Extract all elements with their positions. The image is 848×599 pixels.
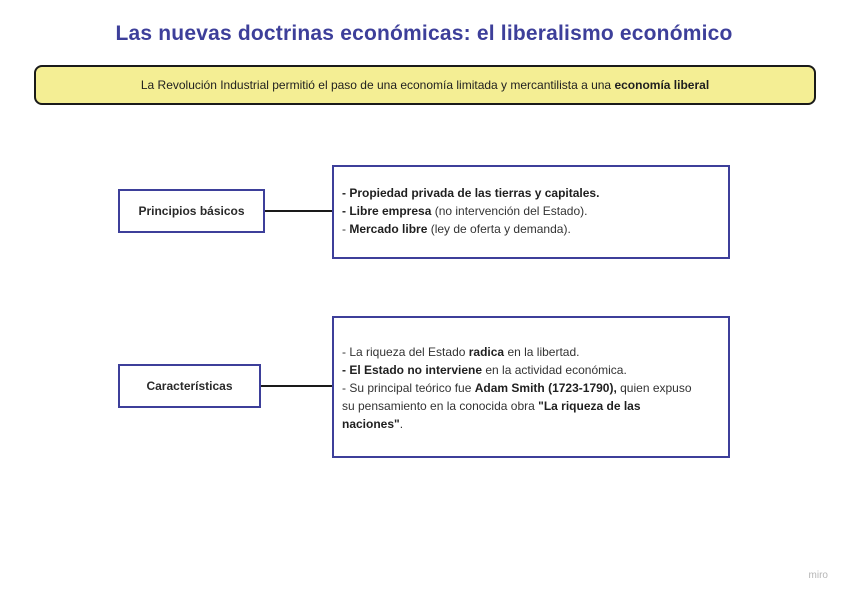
- connector-caracteristicas: [261, 385, 332, 387]
- detail-principios-basicos[interactable]: [332, 165, 730, 259]
- caracteristicas-item-1-text: en la libertad.: [504, 345, 580, 359]
- principios-item-2-text: (no intervención del Estado).: [431, 204, 588, 218]
- caracteristicas-item-2-bold: - El Estado no interviene: [342, 363, 483, 377]
- caracteristicas-item-3-book: "La riqueza de las naciones": [342, 399, 641, 431]
- connector-principios: [265, 210, 332, 212]
- caracteristicas-item-3-end: .: [399, 417, 404, 431]
- caracteristicas-item-2: [342, 361, 720, 379]
- node-principios-basicos[interactable]: [118, 189, 265, 233]
- miro-watermark: miro: [808, 570, 828, 581]
- caracteristicas-item-3-prefix: - Su principal teórico fue: [342, 381, 475, 395]
- detail-caracteristicas[interactable]: [332, 316, 730, 458]
- caracteristicas-item-3: [342, 379, 720, 433]
- principios-item-3: [342, 220, 720, 238]
- node-caracteristicas[interactable]: [118, 364, 261, 408]
- principios-item-3-bold: Mercado libre: [349, 222, 428, 236]
- banner-bold-liberal: liberal: [673, 78, 710, 92]
- banner-bold-economia: economía: [614, 78, 671, 92]
- caracteristicas-item-2-text: en la actividad económica.: [482, 363, 627, 377]
- caracteristicas-item-1: [342, 343, 720, 361]
- caracteristicas-item-1-prefix: - La riqueza del Estado: [342, 345, 469, 359]
- principios-item-3-prefix: -: [342, 222, 350, 236]
- caracteristicas-item-3-adam-smith: Adam Smith (1723-1790),: [474, 381, 617, 395]
- caracteristicas-item-3-text: quien expuso su pensamiento en la conocida obra: [342, 381, 692, 413]
- principios-item-1: [342, 184, 720, 202]
- principios-item-2-bold: - Libre empresa: [342, 204, 432, 218]
- page-title: Las nuevas doctrinas económicas: el liberalismo económico: [115, 22, 733, 45]
- node-caracteristicas-label: Características: [146, 379, 233, 393]
- principios-item-1-bold: - Propiedad privada de las tierras y capitales.: [342, 186, 600, 200]
- intro-banner: [34, 65, 816, 105]
- principios-item-3-text: (ley de oferta y demanda).: [427, 222, 571, 236]
- caracteristicas-item-1-bold: radica: [468, 345, 505, 359]
- node-principios-label: Principios básicos: [138, 204, 245, 218]
- principios-item-2: [342, 202, 720, 220]
- banner-text: La Revolución Industrial permitió el paso de una economía limitada y mercantilista a una: [140, 78, 615, 92]
